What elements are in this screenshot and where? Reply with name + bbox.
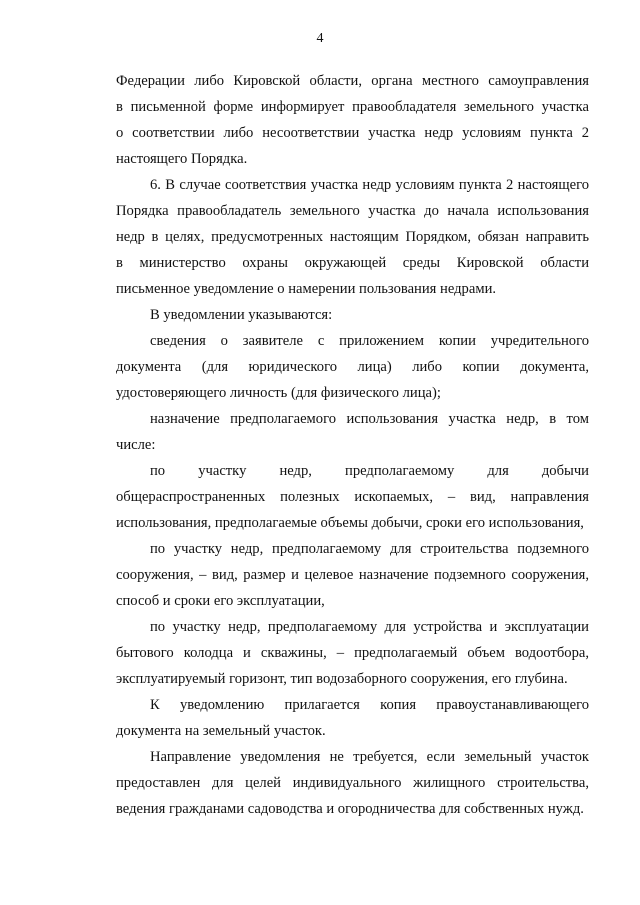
text-line: настоящего Порядка. bbox=[116, 151, 248, 167]
text-line: предоставлен для целей индивидуального жилищного строительства, bbox=[116, 775, 589, 791]
text-line: сведения о заявителе с приложением копии учредительного bbox=[150, 333, 589, 349]
paragraph-p6 bbox=[116, 458, 589, 536]
paragraph-p9 bbox=[116, 692, 589, 744]
paragraph-p5 bbox=[116, 406, 589, 458]
text-line: в министерство охраны окружающей среды Кировской области bbox=[116, 255, 589, 271]
text-line: В уведомлении указываются: bbox=[150, 307, 333, 323]
text-line: документа (для юридического лица) либо копии документа, bbox=[116, 359, 589, 375]
paragraph-p8 bbox=[116, 614, 589, 692]
text-line: письменное уведомление о намерении пользования недрами. bbox=[116, 281, 497, 297]
text-line: Федерации либо Кировской области, органа местного самоуправления bbox=[116, 73, 589, 89]
text-line: документа на земельный участок. bbox=[116, 723, 326, 739]
text-line: использования, предполагаемые объемы добычи, сроки его использования, bbox=[116, 515, 584, 531]
paragraph-p10 bbox=[116, 744, 589, 822]
text-line: сооружения, – вид, размер и целевое назначение подземного сооружения, bbox=[116, 567, 589, 583]
paragraph-p3 bbox=[116, 302, 589, 328]
text-line: назначение предполагаемого использования участка недр, в том bbox=[150, 411, 589, 427]
text-line: общераспространенных полезных ископаемых, – вид, направления bbox=[116, 489, 589, 505]
text-line: 6. В случае соответствия участка недр условиям пункта 2 настоящего bbox=[150, 177, 589, 193]
text-line: бытового колодца и скважины, – предполагаемый объем водоотбора, bbox=[116, 645, 589, 661]
text-line: о соответствии либо несоответствии участка недр условиям пункта 2 bbox=[116, 125, 589, 141]
paragraph-p4 bbox=[116, 328, 589, 406]
text-line: по участку недр, предполагаемому для добычи bbox=[150, 463, 589, 479]
paragraph-p2 bbox=[116, 172, 589, 302]
text-line: Направление уведомления не требуется, если земельный участок bbox=[150, 749, 589, 765]
text-line: Порядка правообладатель земельного участка до начала использования bbox=[116, 203, 589, 219]
text-line: эксплуатируемый горизонт, тип водозаборного сооружения, его глубина. bbox=[116, 671, 568, 687]
text-line: в письменной форме информирует правообладателя земельного участка bbox=[116, 99, 589, 115]
document-body bbox=[116, 68, 589, 822]
page-number: 4 bbox=[316, 31, 324, 46]
text-line: по участку недр, предполагаемому для устройства и эксплуатации bbox=[150, 619, 589, 635]
text-line: способ и сроки его эксплуатации, bbox=[116, 593, 325, 609]
paragraph-p7 bbox=[116, 536, 589, 614]
text-line: числе: bbox=[116, 437, 156, 453]
text-line: удостоверяющего личность (для физического лица); bbox=[116, 385, 441, 401]
text-line: недр в целях, предусмотренных настоящим Порядком, обязан направить bbox=[116, 229, 589, 245]
text-line: ведения гражданами садоводства и огородничества для собственных нужд. bbox=[116, 801, 584, 817]
text-line: по участку недр, предполагаемому для строительства подземного bbox=[150, 541, 589, 557]
paragraph-p1 bbox=[116, 68, 589, 172]
text-line: К уведомлению прилагается копия правоустанавливающего bbox=[150, 697, 589, 713]
